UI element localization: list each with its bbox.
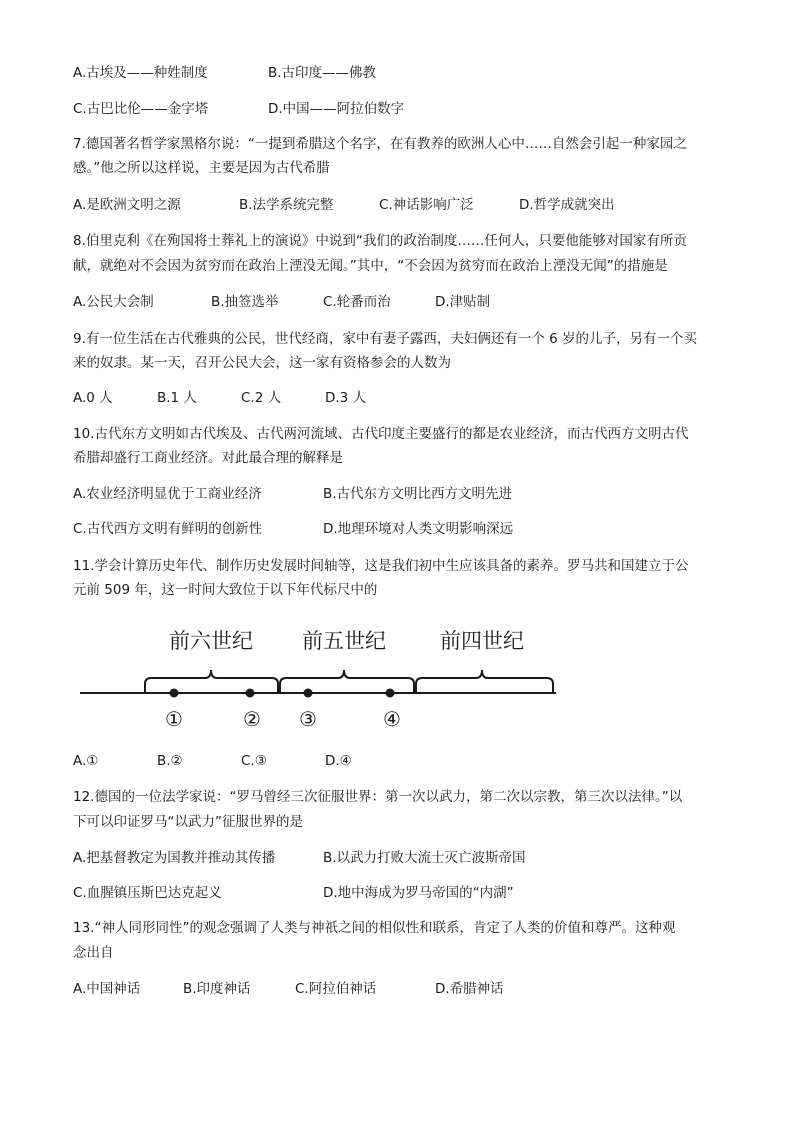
- q9-stem-line2: 来的奴隶。某一天，召开公民大会，这一家有资格参会的人数为: [73, 355, 451, 371]
- q11-stem-line2: 元前 509 年，这一时间大致位于以下年代标尺中的: [73, 582, 378, 598]
- century-brace-4th-bc: [416, 670, 553, 693]
- q13-stem-line2: 念出自: [73, 945, 114, 961]
- q12-option-a: A.把基督教定为国教并推动其传播: [73, 850, 276, 866]
- q9-stem-line1: 9.有一位生活在古代雅典的公民，世代经商，家中有妻子露西，夫妇俩还有一个 6 岁的儿子，另有一个买: [73, 331, 698, 347]
- q8-stem-line2: 献，就绝对不会因为贫穷而在政治上湮没无闻。”其中，“不会因为贫穷而在政治上湮没无闻”的措施是: [73, 258, 668, 274]
- q11-option-b: B.②: [157, 753, 183, 769]
- century-brace-6th-bc: [145, 670, 278, 693]
- q8-option-c: C.轮番而治: [323, 294, 391, 310]
- timeline-marker-2: ②: [243, 707, 261, 731]
- timeline-marker-4: ④: [383, 707, 401, 731]
- q9-option-c: C.2 人: [241, 390, 282, 406]
- timeline-point-3: [304, 689, 313, 698]
- q6-option-c: C.古巴比伦——金字塔: [73, 101, 209, 117]
- timeline-point-1: [170, 689, 179, 698]
- q7-stem-line1: 7.德国著名哲学家黑格尔说：“一提到希腊这个名字，在有教养的欧洲人心中……自然会引起一种家园之: [73, 136, 687, 152]
- q13-option-d: D.希腊神话: [435, 981, 504, 997]
- q10-option-c: C.古代西方文明有鲜明的创新性: [73, 521, 263, 537]
- q10-option-d: D.地理环境对人类文明影响深远: [323, 521, 514, 537]
- q7-option-a: A.是欧洲文明之源: [73, 197, 181, 213]
- q8-option-d: D.津贴制: [435, 294, 491, 310]
- q11-stem-line1: 11.学会计算历史年代、制作历史发展时间轴等，这是我们初中生应该具备的素养。罗马共和国建立于公: [73, 558, 689, 574]
- century-brace-5th-bc: [280, 670, 414, 693]
- century-label-4th-bc: 前四世纪: [440, 629, 524, 653]
- q6-option-b: B.古印度——佛教: [268, 65, 377, 81]
- q7-stem-line2: 感。”他之所以这样说，主要是因为古代希腊: [73, 160, 330, 176]
- q7-option-d: D.哲学成就突出: [519, 197, 615, 213]
- century-label-6th-bc: 前六世纪: [169, 629, 253, 653]
- timeline-point-2: [246, 689, 255, 698]
- timeline-marker-1: ①: [165, 707, 183, 731]
- q12-stem-line1: 12.德国的一位法学家说：“罗马曾经三次征服世界：第一次以武力，第二次以宗教，第三次以法律。”以: [73, 789, 683, 805]
- q13-stem-line1: 13.“神人同形同性”的观念强调了人类与神祇之间的相似性和联系，肯定了人类的价值和尊严。这种观: [73, 920, 676, 936]
- q10-option-a: A.农业经济明显优于工商业经济: [73, 486, 262, 502]
- q11-option-a: A.①: [73, 753, 99, 769]
- q11-option-d: D.④: [325, 753, 352, 769]
- q10-stem-line2: 希腊却盛行工商业经济。对此最合理的解释是: [73, 450, 343, 466]
- q11-option-c: C.③: [241, 753, 267, 769]
- timeline-point-4: [386, 689, 395, 698]
- q9-option-b: B.1 人: [157, 390, 197, 406]
- century-label-5th-bc: 前五世纪: [302, 629, 386, 653]
- q8-stem-line1: 8.伯里克利《在殉国将士葬礼上的演说》中说到“我们的政治制度……任何人，只要他能够对国家有所贡: [73, 233, 687, 249]
- q13-option-a: A.中国神话: [73, 981, 141, 997]
- q7-option-c: C.神话影响广泛: [379, 197, 474, 213]
- timeline-marker-3: ③: [299, 707, 317, 731]
- q13-option-c: C.阿拉伯神话: [295, 981, 377, 997]
- q8-option-a: A.公民大会制: [73, 294, 154, 310]
- q12-option-d: D.地中海成为罗马帝国的“内湖”: [323, 885, 514, 901]
- q9-option-a: A.0 人: [73, 390, 113, 406]
- q13-option-b: B.印度神话: [183, 981, 251, 997]
- q10-stem-line1: 10.古代东方文明如古代埃及、古代两河流域、古代印度主要盛行的都是农业经济，而古代西方文明古代: [73, 426, 689, 442]
- q9-option-d: D.3 人: [325, 390, 367, 406]
- q10-option-b: B.古代东方文明比西方文明先进: [323, 486, 513, 502]
- q12-option-c: C.血腥镇压斯巴达克起义: [73, 885, 222, 901]
- q8-option-b: B.抽签选举: [211, 294, 279, 310]
- q6-option-d: D.中国——阿拉伯数字: [268, 101, 405, 117]
- q6-option-a: A.古埃及——种姓制度: [73, 65, 208, 81]
- century-timeline: [78, 618, 568, 742]
- q12-option-b: B.以武力打败大流士灭亡波斯帝国: [323, 850, 526, 866]
- q12-stem-line2: 下可以印证罗马“以武力”征服世界的是: [73, 814, 303, 830]
- q7-option-b: B.法学系统完整: [239, 197, 334, 213]
